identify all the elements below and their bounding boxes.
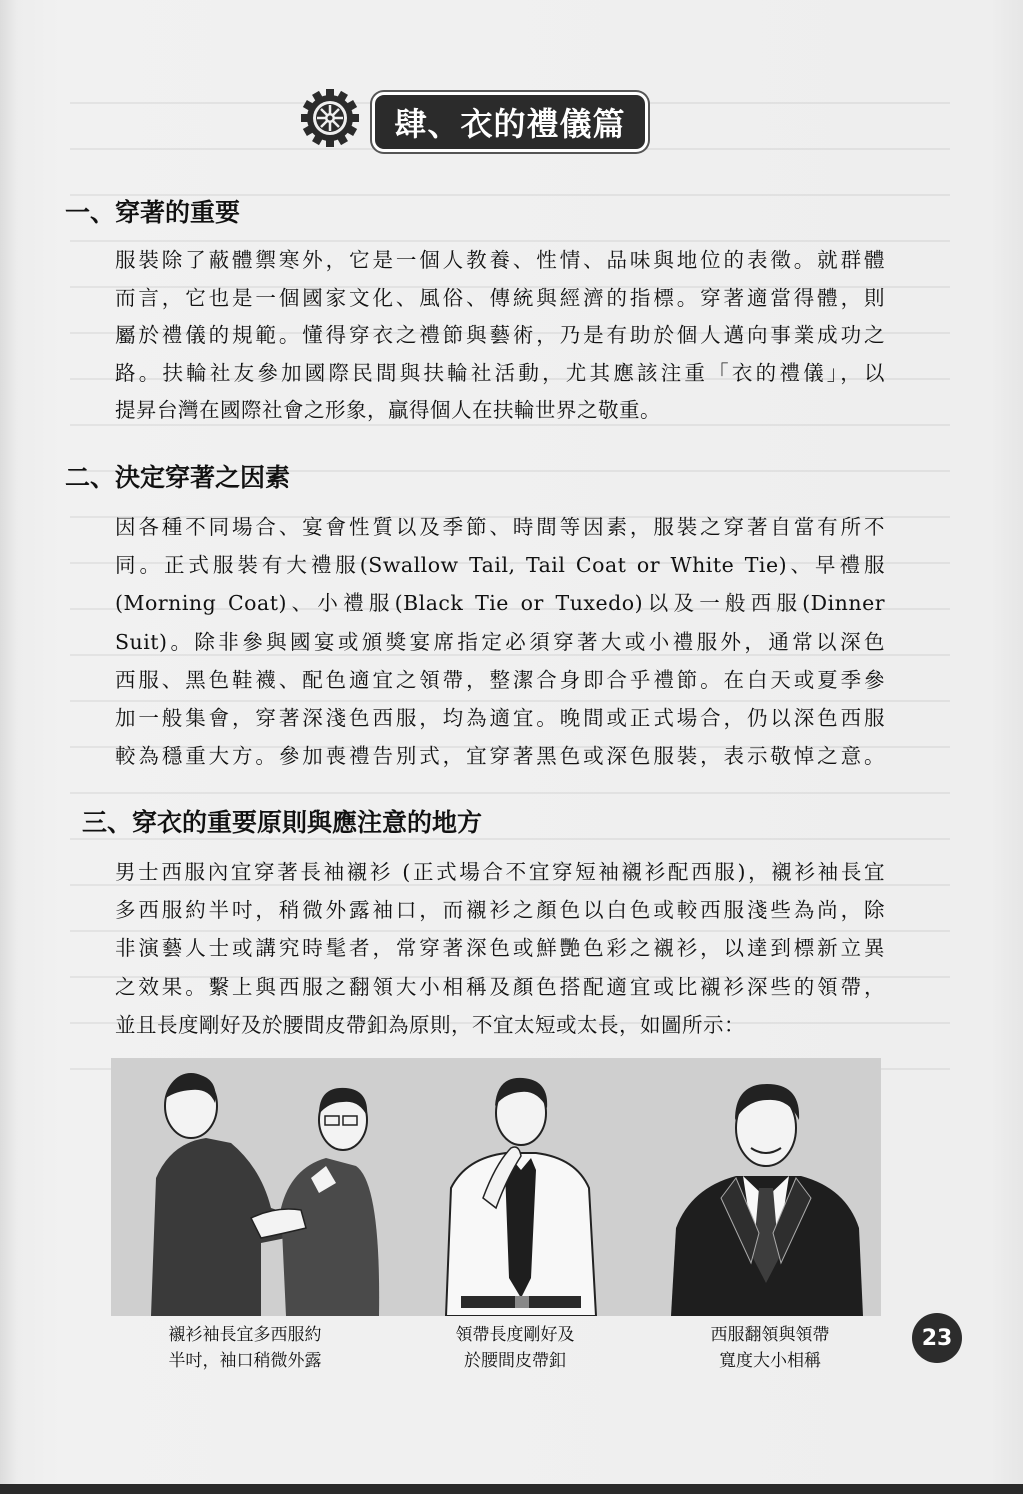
rotary-gear-icon <box>300 88 360 148</box>
menswear-illustration <box>111 1058 881 1316</box>
paragraph-line: 屬於禮儀的規範。懂得穿衣之禮節與藝術，乃是有助於個人邁向事業成功之 <box>115 323 885 348</box>
handshake-illustration <box>151 1074 379 1316</box>
shirt-and-tie-illustration <box>446 1078 596 1316</box>
section-1-paragraph <box>115 242 885 430</box>
paragraph-line: 男士西服內宜穿著長袖襯衫 (正式場合不宜穿短袖襯衫配西服)，襯衫袖長宜 <box>115 860 885 884</box>
paragraph-line: 而言，它也是一個國家文化、風俗、傳統與經濟的指標。穿著適當得體，則 <box>115 285 885 310</box>
caption-line: 西服翻領與領帶 <box>710 1325 830 1345</box>
paragraph-line: 路。扶輪社友參加國際民間與扶輪社活動，尤其應該注重「衣的禮儀」，以 <box>115 360 885 385</box>
caption-3 <box>655 1322 885 1374</box>
paragraph-line: 並且長度剛好及於腰間皮帶釦為原則，不宜太短或太長，如圖所示： <box>115 1012 745 1037</box>
paragraph-line: 加一般集會，穿著深淺色西服，均為適宜。晚間或正式場合，仍以深色西服 <box>115 706 885 731</box>
paragraph-line: 同。正式服裝有大禮服(Swallow Tail, Tail Coat or White Tie)、早禮服 <box>115 553 885 578</box>
caption-2 <box>400 1322 630 1374</box>
illustration-panel <box>111 1058 881 1316</box>
paragraph-line: 西服、黑色鞋襪、配色適宜之領帶，整潔合身即合乎禮節。在白天或夏季參 <box>115 667 885 692</box>
paragraph-line: 多西服約半吋，稍微外露袖口，而襯衫之顏色以白色或較西服淺些為尚，除 <box>115 898 885 923</box>
caption-line: 寬度大小相稱 <box>719 1351 821 1371</box>
section-heading-3: 三、穿衣的重要原則與應注意的地方 <box>82 808 483 837</box>
paragraph-line: 非演藝人士或講究時髦者，常穿著深色或鮮艷色彩之襯衫，以達到標新立異 <box>115 936 885 961</box>
paragraph-line: (Morning Coat)、小禮服(Black Tie or Tuxedo)以及一般西服(Dinner <box>115 591 885 616</box>
page-bottom-edge <box>0 1484 1023 1494</box>
caption-1 <box>125 1322 365 1374</box>
section-2-paragraph <box>115 508 885 775</box>
section-heading-1: 一、穿著的重要 <box>65 198 241 227</box>
title-banner <box>372 92 648 152</box>
suit-illustration <box>671 1084 863 1316</box>
section-3-paragraph <box>115 853 885 1044</box>
title-text: 肆、衣的禮儀篇 <box>394 105 626 143</box>
paragraph-line: 之效果。繫上與西服之翻領大小相稱及顏色搭配適宜或比襯衫深些的領帶， <box>115 974 885 999</box>
paragraph-line: 提昇台灣在國際社會之形象，贏得個人在扶輪世界之敬重。 <box>115 398 661 423</box>
paragraph-line: 較為穩重大方。參加喪禮告別式，宜穿著黑色或深色服裝，表示敬悼之意。 <box>115 744 885 769</box>
caption-line: 襯衫袖長宜多西服約 <box>168 1325 322 1345</box>
caption-line: 半吋，袖口稍微外露 <box>168 1351 322 1371</box>
caption-line: 於腰間皮帶釦 <box>464 1351 566 1371</box>
paragraph-line: 服裝除了蔽體禦寒外，它是一個人教養、性情、品味與地位的表徵。就群體 <box>115 248 885 272</box>
paragraph-line: Suit)。除非參與國宴或頒獎宴席指定必須穿著大或小禮服外，通常以深色 <box>115 629 885 654</box>
caption-line: 領帶長度剛好及 <box>455 1325 575 1345</box>
paragraph-line: 因各種不同場合、宴會性質以及季節、時間等因素，服裝之穿著自當有所不 <box>115 515 885 539</box>
page-number-badge: 23 <box>912 1313 962 1363</box>
section-heading-2: 二、決定穿著之因素 <box>65 463 291 492</box>
